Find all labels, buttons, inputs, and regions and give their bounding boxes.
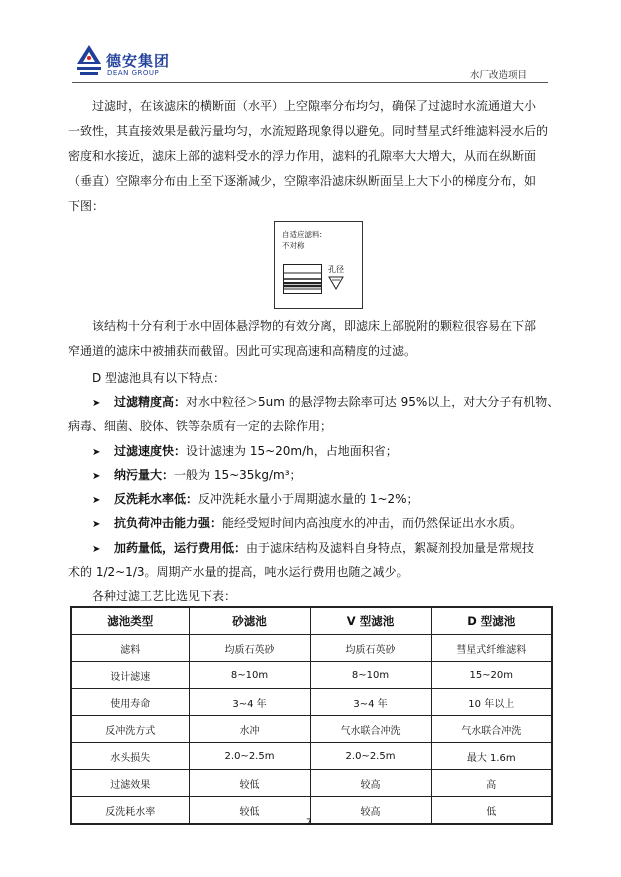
text-line: 密度和水接近，滤床上部的滤料受水的浮力作用，滤料的孔隙率大大增大，从而在纵断面 [68,149,537,163]
text-line: 一致性，其直接效果是截污量均匀，水流短路现象得以避免。同时彗星式纤维滤料浸水后的 [68,124,549,138]
table-row [71,743,552,770]
logo-company-name-en: DEAN GROUP [107,69,160,77]
table-header-cell: V 型滤池 [310,607,431,635]
diagram-label: 不对称 [282,241,305,250]
table-cell: 过滤效果 [71,770,189,797]
text-line: 该结构十分有利于水中固体悬浮物的有效分离，即滤床上部脱附的颗粒很容易在下部 [92,319,537,333]
paragraph-filtration [68,94,556,219]
table-row [71,635,552,662]
text-line: 过滤时，在该滤床的横断面（水平）上空隙率分布均匀，确保了过滤时水流通道大小 [92,99,537,113]
dean-group-logo-icon [74,44,104,78]
list-item-continuation: 术的 1/2~1/3。周期产水量的提高，吨水运行费用也随之减少。 [68,565,409,579]
logo-company-name: 德安集团 [106,52,171,70]
pore-size-triangle-icon [328,276,344,290]
text-line: （垂直）空隙率分布由上至下逐渐减少，空隙率沿滤床纵断面呈上大下小的梯度分布，如 [68,174,537,188]
bullet-arrow-icon: ➤ [92,544,101,555]
table-cell: 水冲 [189,716,310,743]
list-item: ➤ 过滤精度高：对水中粒径＞5um 的悬浮物去除率可达 95%以上，对大分子有机物、 [92,395,560,409]
table-cell: 较高 [310,770,431,797]
table-row [71,770,552,797]
table-cell: 较高 [310,797,431,825]
table-header-cell: 滤池类型 [71,607,189,635]
filter-comparison-table [70,606,553,825]
page-number: 7 [306,818,312,828]
list-item-continuation: 病毒、细菌、胶体、铁等杂质有一定的去除作用； [68,419,333,433]
bullet-arrow-icon: ➤ [92,519,101,530]
list-item: ➤ 加药量低，运行费用低：由于滤床结构及滤料自身特点，絮凝剂投加量是常规技 [92,541,535,555]
table-cell: 水头损失 [71,743,189,770]
table-cell: 滤料 [71,635,189,662]
table-cell: 低 [431,797,552,825]
table-cell: 较低 [189,770,310,797]
paragraph-structure [68,314,556,364]
table-cell: 最大 1.6m [431,743,552,770]
text-line: 下图： [68,199,105,213]
header-project-title: 水厂改造项目 [470,70,528,81]
features-lead: D 型滤池具有以下特点： [92,371,226,385]
table-cell: 2.0~2.5m [310,743,431,770]
bullet-arrow-icon: ➤ [92,447,101,458]
table-cell: 较低 [189,797,310,825]
table-header-row [71,607,552,635]
table-cell: 高 [431,770,552,797]
list-item: ➤ 抗负荷冲击能力强：能经受短时间内高浊度水的冲击，而仍然保证出水水质。 [92,516,523,530]
filter-layers-icon [283,264,322,294]
diagram-label-pore: 孔径 [328,265,344,274]
table-cell: 彗星式纤维滤料 [431,635,552,662]
bullet-arrow-icon: ➤ [92,495,101,506]
header-divider [72,82,548,83]
table-cell: 10 年以上 [431,689,552,716]
table-row [71,716,552,743]
text-line: 窄通道的滤床中被捕获而截留。因此可实现高速和高精度的过滤。 [68,344,417,358]
table-row [71,662,552,689]
table-cell: 使用寿命 [71,689,189,716]
list-item: ➤ 过滤速度快：设计滤速为 15~20m/h，占地面积省； [92,444,398,458]
table-cell: 均质石英砂 [189,635,310,662]
table-cell: 气水联合冲洗 [310,716,431,743]
diagram-label: 自适应滤料: [282,230,323,239]
table-cell: 设计滤速 [71,662,189,689]
table-header-cell: 砂滤池 [189,607,310,635]
table-row [71,689,552,716]
table-cell: 反洗耗水率 [71,797,189,825]
bullet-arrow-icon: ➤ [92,398,101,409]
table-cell: 3~4 年 [310,689,431,716]
table-cell: 反冲洗方式 [71,716,189,743]
table-cell: 2.0~2.5m [189,743,310,770]
list-item: ➤ 反洗耗水率低：反冲洗耗水量小于周期滤水量的 1~2%； [92,492,419,506]
table-cell: 8~10m [189,662,310,689]
table-cell: 15~20m [431,662,552,689]
table-cell: 8~10m [310,662,431,689]
table-cell: 3~4 年 [189,689,310,716]
bullet-arrow-icon: ➤ [92,471,101,482]
table-cell: 气水联合冲洗 [431,716,552,743]
table-header-cell: D 型滤池 [431,607,552,635]
table-intro: 各种过滤工艺比选见下表： [92,589,237,603]
table-cell: 均质石英砂 [310,635,431,662]
list-item: ➤ 纳污量大：一般为 15~35kg/m³； [92,468,302,482]
